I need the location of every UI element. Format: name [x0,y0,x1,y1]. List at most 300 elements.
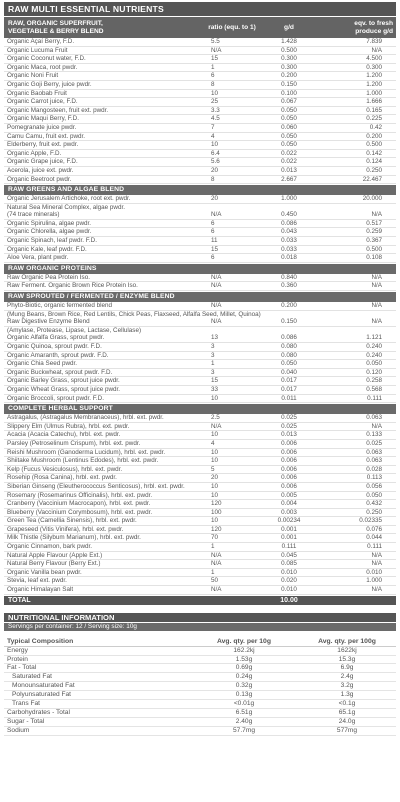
ingredient-ratio: 20 [211,474,219,482]
ingredient-name: Organic Chia Seed pwdr. [7,360,78,368]
ingredient-fresh: 0.124 [366,158,382,166]
ingredient-row [4,377,396,386]
ingredient-name: Organic Baobab Fruit [7,89,67,97]
ingredient-row [4,369,396,378]
ingredient-row [4,167,396,176]
ingredient-fresh: N/A [371,46,382,54]
nutrition-rows [4,647,396,736]
ingredient-fresh: N/A [371,318,382,326]
ingredient-ratio: 8 [211,175,215,183]
ingredient-gd: 0.085 [281,560,297,568]
ingredient-ratio: 2.5 [211,414,220,422]
total-value: 10.00 [280,596,298,604]
nutrition-per100: 24.0g [338,717,356,725]
ingredient-name: Organic Amaranth, sprout pwdr. F.D. [7,351,109,359]
ingredient-fresh: N/A [371,302,382,310]
nutrition-row [4,718,396,727]
ingredient-name: (Mung Beans, Brown Rice, Red Lentils, Chick Peas, Flaxseed, Alfalfa Seed, Millet, Quinoa) [7,310,261,318]
ingredient-row [4,204,396,212]
ingredient-ratio: 10 [211,517,219,525]
ingredient-name: Organic Buckwheat, sprout pwdr. F.D. [7,368,113,376]
ingredient-fresh: 0.063 [366,457,382,465]
ingredient-gd: 0.010 [281,586,297,594]
ingredient-name: Kelp (Fucus Vesiculosus), hrbl. ext. pwdr. [7,465,123,473]
ingredient-fresh: 0.025 [366,439,382,447]
ingredient-name: Organic Cinnamon, bark pwdr. [7,543,93,551]
nutrition-per100: 1622kj [337,646,357,654]
ingredient-gd: 0.111 [281,543,297,551]
ingredient-fresh: 0.500 [366,141,382,149]
ingredient-row [4,220,396,229]
ingredient-fresh: 0.044 [366,534,382,542]
ingredient-fresh: N/A [371,282,382,290]
nutrition-per10: 0.13g [235,691,253,699]
ingredient-fresh: 20.000 [362,195,382,203]
ingredient-ratio [203,204,261,212]
total-label: TOTAL [8,596,31,604]
ingredient-gd: 0.500 [281,46,297,54]
ingredient-row [4,254,396,263]
ingredient-fresh: 0.165 [366,106,382,114]
ingredient-gd: 0.033 [281,237,297,245]
ingredient-ratio: 3 [211,351,215,359]
ingredient-name: Milk Thistle (Silybum Marianum), hrbl. ext. pwdr. [7,534,141,542]
ingredient-ratio: 10 [211,448,219,456]
nutrition-per100: 6.9g [340,664,354,672]
ingredient-row [4,133,396,142]
ingredient-fresh: N/A [371,273,382,281]
nutrition-row [4,647,396,656]
ingredient-name: Organic Lucuma Fruit [7,46,68,54]
ingredient-gd: 0.360 [281,282,297,290]
header-ratio: ratio (equ. to 1) [208,23,256,31]
ingredient-gd: 0.025 [281,422,297,430]
ingredient-gd: 0.200 [281,302,297,310]
ingredient-row [4,526,396,535]
ingredient-name: Astragalus, (Astragalus Membranaceus), hrbl. ext. pwdr. [7,414,164,422]
ingredient-name: Organic Broccoli, sprout pwdr. F.D. [7,394,104,402]
ingredient-gd: 0.020 [281,577,297,585]
ingredient-gd: 0.005 [281,491,297,499]
ingredient-name: Organic Noni Fruit [7,72,59,80]
nutrition-header-per100: Avg. qty. per 100g [318,637,376,645]
ingredient-ratio: 10 [211,394,219,402]
ingredient-ratio: 10 [211,431,219,439]
ingredient-name: Organic Himalayan Salt [7,586,74,594]
ingredient-ratio: N/A [211,560,222,568]
ingredient-name: Elderberry, fruit ext. pwdr. [7,141,79,149]
ingredient-name: Organic Beetroot pwdr. [7,175,72,183]
ingredient-ratio: 6 [211,228,215,236]
ingredient-gd: 0.060 [281,123,297,131]
ingredient-gd: 0.150 [281,318,297,326]
ingredient-fresh: 0.063 [366,448,382,456]
ingredient-name: Organic Apple, F.D. [7,149,62,157]
nutrient-panel [4,2,396,736]
ingredient-name: Organic Jerusalem Artichoke, root ext. pwdr. [7,195,131,203]
ingredient-gd: 0.840 [281,273,297,281]
ingredient-fresh: 4.500 [366,55,382,63]
ingredient-row [4,282,396,291]
ingredient-gd: 0.043 [281,228,297,236]
nutrition-label: Monounsaturated Fat [12,682,75,690]
ingredient-ratio: 15 [211,377,219,385]
ingredient-row [4,176,396,185]
ingredient-name: Acerola, juice ext. pwdr. [7,166,74,174]
ingredient-fresh: N/A [371,560,382,568]
ingredient-name: Green Tea (Camellia Sinensis), hrbl. ext. pwdr. [7,517,137,525]
ingredient-fresh: 0.250 [366,166,382,174]
ingredient-row [4,431,396,440]
section-title: RAW SPROUTED / FERMENTED / ENZYME BLEND [4,292,396,302]
ingredient-row [4,55,396,64]
ingredient-row [4,360,396,369]
ingredient-gd: 0.011 [281,394,297,402]
ingredient-row [4,509,396,518]
ingredient-row [4,107,396,116]
ingredient-ratio: 50 [211,577,219,585]
ingredient-gd: 0.010 [281,568,297,576]
ingredient-gd: 0.017 [281,385,297,393]
ingredient-gd: 0.018 [281,254,297,262]
ingredient-name: Organic Coconut water, F.D. [7,55,86,63]
nutrition-row [4,682,396,691]
ingredient-name: Siberian Ginseng (Eleutherococcus Senticosus), hrbl. ext. pwdr. [7,482,185,490]
ingredient-ratio: 3 [211,343,215,350]
ingredient-row [4,483,396,492]
nutrition-label: Protein [7,655,28,663]
ingredient-ratio [203,327,261,335]
ingredient-name: Organic Spinach, leaf pwdr. F.D. [7,237,97,245]
ingredient-gd: 0.033 [281,245,297,253]
ingredient-row [4,466,396,475]
nutrition-row [4,709,396,718]
ingredient-gd: 0.006 [281,439,297,447]
ingredient-name: Organic Barley Grass, sprout juice pwdr. [7,377,120,385]
ingredient-fresh: 0.142 [366,149,382,157]
ingredient-name: Acacia (Acacia Catechu), hrbl. ext. pwdr. [7,431,121,439]
ingredient-fresh: 0.517 [366,219,382,227]
nutrition-per10: 57.7mg [233,726,255,734]
ingredient-fresh: 0.063 [366,414,382,422]
ingredient-row [4,586,396,595]
ingredient-row [4,318,396,327]
ingredient-ratio: 4 [211,132,215,140]
ingredient-ratio: 10 [211,141,219,149]
ingredient-gd [261,204,317,212]
nutrition-per10: 0.24g [235,673,253,681]
ingredient-gd: 0.006 [281,482,297,490]
ingredient-fresh: N/A [371,422,382,430]
ingredient-name: Natural Sea Mineral Complex, algae pwdr. [7,203,125,211]
ingredient-ratio: 70 [211,534,219,542]
ingredient-ratio: 15 [211,245,219,253]
header-blend-name: RAW, ORGANIC SUPERFRUIT, VEGETABLE & BERRY BLEND [8,20,104,35]
ingredient-gd: 0.086 [281,334,297,342]
ingredient-gd: 0.067 [281,98,297,106]
ingredient-ratio: 1 [211,63,215,71]
ingredient-row [4,115,396,124]
ingredient-fresh [317,204,396,212]
ingredient-row [4,449,396,458]
ingredient-row [4,64,396,73]
ingredient-ratio: N/A [211,282,222,290]
ingredient-name: Grapeseed (Vitis Vinifera), hrbl. ext. pwdr. [7,525,124,533]
ingredient-gd: 0.025 [281,414,297,422]
ingredient-ratio: N/A [211,211,222,219]
ingredient-gd: 0.006 [281,457,297,465]
ingredient-name: Organic Goji Berry, juice pwdr. [7,80,92,88]
ingredient-name: Organic Alfalfa Grass, sprout pwdr. [7,334,105,342]
ingredient-row [4,395,396,404]
nutrition-header-composition: Typical Composition [7,637,74,645]
ingredient-fresh: 0.133 [366,431,382,439]
ingredient-name: Slippery Elm (Ulmus Rubra), hrbl. ext. pwdr. [7,422,130,430]
ingredient-row [4,38,396,47]
nutrition-per100: 65.1g [338,708,356,716]
nutrition-per10: 0.69g [235,664,253,672]
ingredient-ratio: 5 [211,465,215,473]
nutrition-label: Polyunsaturated Fat [12,691,72,699]
ingredient-gd: 0.050 [281,132,297,140]
nutrition-header-per10: Avg. qty. per 10g [216,637,271,645]
ingredient-row [4,141,396,150]
ingredient-row [4,246,396,255]
nutrition-label: Trans Fat [12,700,40,708]
ingredient-fresh: 0.240 [366,351,382,359]
ingredient-gd: 0.050 [281,360,297,368]
ingredient-fresh: 0.113 [366,474,382,482]
ingredient-fresh: 0.259 [366,228,382,236]
ingredient-name: Natural Apple Flavour (Apple Ext.) [7,551,103,559]
table-header [4,16,396,38]
ingredient-fresh: 0.240 [366,343,382,350]
ingredient-ratio: 1 [211,360,215,368]
ingredient-name: Organic Grape juice, F.D. [7,158,78,166]
ingredient-ratio: 6 [211,219,215,227]
ingredient-name: Blueberry (Vaccinium Corymbosum), hrbl. ext. pwdr. [7,508,153,516]
ingredient-row [4,274,396,283]
ingredient-ratio: 8 [211,80,215,88]
ingredient-gd: 0.040 [281,368,297,376]
ingredient-fresh: 0.010 [366,568,382,576]
ingredient-name: (Amylase, Protease, Lipase, Lactase, Cellulase) [7,326,142,334]
nutrition-row [4,673,396,682]
ingredient-row [4,327,396,335]
ingredient-row [4,211,396,220]
ingredient-ratio: 5.5 [211,38,220,45]
section-title: RAW ORGANIC PROTEINS [4,264,396,274]
ingredient-row [4,577,396,586]
ingredient-ratio: 11 [211,237,218,245]
ingredient-ratio: 3 [211,368,215,376]
ingredient-ratio: 5.6 [211,158,220,166]
nutrition-per10: 6.51g [235,708,253,716]
ingredient-gd: 0.050 [281,106,297,114]
ingredient-gd: 0.006 [281,448,297,456]
ingredient-name: Organic Maqui Berry, F.D. [7,115,79,123]
ingredient-row [4,98,396,107]
ingredient-ratio: N/A [211,302,222,310]
ingredient-row [4,81,396,90]
ingredient-fresh: 0.108 [366,254,382,262]
ingredient-row [4,334,396,343]
ingredient-fresh: 0.258 [366,377,382,385]
ingredient-row [4,569,396,578]
ingredient-fresh: 1.121 [366,334,382,342]
ingredient-row [4,560,396,569]
ingredient-name: Rosemary (Rosemarinus Officinalis), hrbl. ext. pwdr. [7,491,153,499]
ingredient-gd: 0.050 [281,141,297,149]
ingredient-fresh: 0.432 [366,500,382,508]
ingredient-gd: 2.667 [281,175,297,183]
ingredient-fresh: 1.000 [366,89,382,97]
ingredient-name: Parsley (Petroselinum Crispum), hrbl. ext. pwdr. [7,439,141,447]
ingredient-name: Pomegranate juice pwdr. [7,123,77,131]
nutrition-per100: 15.3g [338,655,356,663]
ingredient-ratio: 100 [211,508,222,516]
ingredient-ratio: N/A [211,318,222,326]
ingredient-fresh: 0.300 [366,63,382,71]
ingredient-row [4,72,396,81]
ingredient-name: Organic Vanilla bean pwdr. [7,568,82,576]
nutrition-header [4,637,396,647]
nutrition-label: Fat - Total [7,664,37,672]
ingredient-row [4,500,396,509]
nutrition-per100: <0.1g [338,700,356,708]
ingredient-row [4,195,396,204]
ingredient-row [4,423,396,432]
ingredient-name: Organic Kale, leaf pwdr. F.D. [7,245,87,253]
ingredient-row [4,414,396,423]
ingredient-name: Raw Organic Pea Protein Iso. [7,273,90,281]
ingredient-fresh: 7.839 [366,38,382,45]
ingredient-gd: 0.045 [281,551,297,559]
ingredient-gd: 0.022 [281,158,297,166]
nutrition-per10: <0.01g [233,700,255,708]
ingredient-fresh: 0.225 [366,115,382,123]
panel-title: RAW MULTI ESSENTIAL NUTRIENTS [4,2,396,16]
nutrition-per100: 2.4g [340,673,354,681]
ingredient-name: Shiitake Mushroom (Lentinus Edodes), hrbl. ext. pwdr. [7,457,159,465]
ingredient-name: Rosehip (Rosa Canina), hrbl. ext. pwdr. [7,474,117,482]
ingredient-fresh: 0.568 [366,385,382,393]
ingredient-row [4,492,396,501]
ingredient-fresh [317,327,396,335]
ingredient-ratio: 4.5 [211,115,220,123]
ingredient-gd [261,311,317,319]
ingredient-ratio: 4 [211,439,215,447]
ingredient-row [4,552,396,561]
ingredient-gd: 0.080 [281,351,297,359]
ingredient-gd: 0.300 [281,63,297,71]
ingredient-name: Organic Quinoa, sprout pwdr. F.D. [7,343,102,350]
ingredient-ratio: 10 [211,89,219,97]
ingredient-fresh: 22.467 [362,175,382,183]
ingredient-fresh: 0.500 [366,245,382,253]
ingredient-name: Organic Carrot juice, F.D. [7,98,78,106]
ingredient-gd: 0.200 [281,72,297,80]
ingredient-fresh: N/A [371,211,382,219]
nutrition-per10: 2.40g [235,717,253,725]
ingredient-ratio: N/A [211,46,222,54]
ingredient-gd: 0.003 [281,508,297,516]
ingredient-fresh: 0.42 [369,123,382,131]
ingredient-fresh: N/A [371,586,382,594]
ingredient-row [4,124,396,133]
ingredient-ratio: 20 [211,195,219,203]
ingredient-gd: 0.001 [281,534,297,542]
nutrition-per10: 0.32g [235,682,253,690]
ingredient-gd: 0.100 [281,89,297,97]
ingredient-gd: 0.001 [281,525,297,533]
ingredient-name: Organic Maca, root pwdr. [7,63,78,71]
ingredient-gd: 0.006 [281,465,297,473]
ingredient-ratio: 7 [211,123,215,131]
nutrition-label: Sodium [7,726,30,734]
ingredient-gd: 1.000 [281,195,297,203]
ingredient-ratio: 10 [211,482,219,490]
ingredient-gd [261,327,317,335]
ingredient-ratio: 120 [211,500,222,508]
ingredient-name: Organic Spirulina, algae pwdr. [7,219,92,227]
ingredient-name: Organic Açaí Berry, F.D. [7,38,75,45]
ingredient-name: (74 trace minerals) [7,211,60,219]
nutrition-per10: 162.2kj [233,646,255,654]
ingredient-row [4,90,396,99]
ingredient-fresh: 0.056 [366,482,382,490]
ingredient-ratio: 1 [211,543,215,551]
ingredient-ratio: N/A [211,273,222,281]
ingredient-gd: 0.013 [281,166,297,174]
ingredient-row [4,352,396,361]
ingredient-ratio: N/A [211,551,222,559]
ingredient-name: Aloe Vera, plant pwdr. [7,254,69,262]
nutrition-label: Carbohydrates - Total [7,708,70,716]
ingredient-fresh: 1.200 [366,72,382,80]
ingredient-fresh: 0.111 [367,394,382,402]
ingredient-row [4,474,396,483]
nutrition-per100: 1.3g [340,691,354,699]
ingredient-gd: 0.00234 [277,517,301,525]
ingredient-ratio: 33 [211,385,219,393]
ingredient-name: Phyto-Biotic, organic fermented blend [7,302,113,310]
ingredient-gd: 0.300 [281,55,297,63]
ingredient-name: Natural Berry Flavour (Berry Ext.) [7,560,101,568]
ingredient-name: Organic Wheat Grass, sprout juice pwdr. [7,385,121,393]
ingredient-ratio: 6 [211,72,215,80]
ingredient-row [4,457,396,466]
ingredient-fresh: 1.666 [366,98,382,106]
ingredient-sections [4,38,396,595]
nutrition-row [4,656,396,665]
nutrition-title: NUTRITIONAL INFORMATION [4,613,396,622]
ingredient-fresh: 0.120 [366,368,382,376]
ingredient-row [4,386,396,395]
section-title: RAW GREENS AND ALGAE BLEND [4,185,396,195]
ingredient-name: Raw Ferment. Organic Brown Rice Protein Iso. [7,282,138,290]
ingredient-ratio: 120 [211,525,222,533]
ingredient-fresh: 0.050 [366,491,382,499]
ingredient-gd: 0.080 [281,343,297,350]
ingredient-ratio: 1 [211,568,215,576]
ingredient-fresh: 0.250 [366,508,382,516]
ingredient-ratio: 15 [211,55,219,63]
ingredient-name: Organic Chlorella, algae pwdr. [7,228,92,236]
ingredient-ratio: 10 [211,491,219,499]
ingredient-name: Cranberry (Vaccinium Macrocapon), hrbl. ext. pwdr. [7,500,151,508]
ingredient-fresh: 1.000 [366,577,382,585]
